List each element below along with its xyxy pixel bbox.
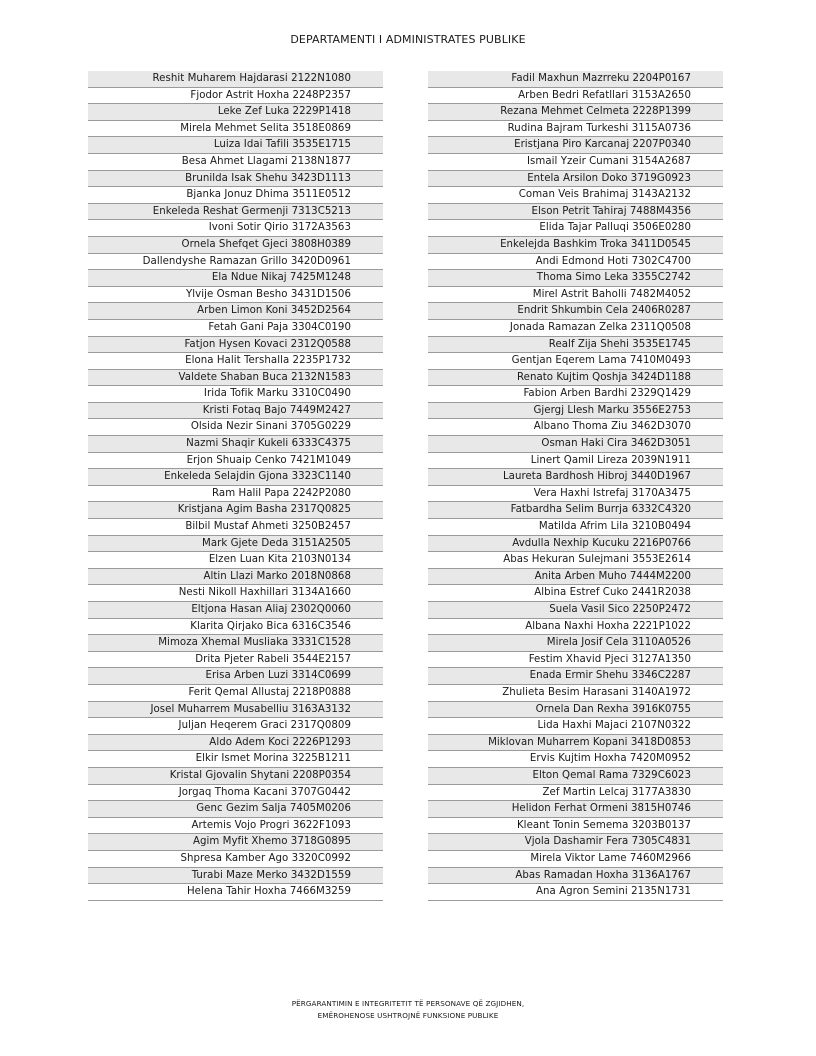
name-row: Miklovan Muharrem Kopani 3418D0853 [428,735,723,752]
name-row: Juljan Heqerem Graci 2317Q0809 [88,718,383,735]
name-row: Abas Hekuran Sulejmani 3553E2614 [428,552,723,569]
name-row: Albano Thoma Ziu 3462D3070 [428,419,723,436]
name-row: Festim Xhavid Pjeci 3127A1350 [428,652,723,669]
name-row: Albina Estref Cuko 2441R2038 [428,585,723,602]
name-row: Kristi Fotaq Bajo 7449M2427 [88,403,383,420]
name-row: Ram Halil Papa 2242P2080 [88,486,383,503]
name-row: Dallendyshe Ramazan Grillo 3420D0961 [88,254,383,271]
page-title: DEPARTAMENTI I ADMINISTRATES PUBLIKE [290,33,526,46]
name-row: Matilda Afrim Lila 3210B0494 [428,519,723,536]
name-row: Kristjana Agim Basha 2317Q0825 [88,502,383,519]
name-row: Jorgaq Thoma Kacani 3707G0442 [88,785,383,802]
name-row: Thoma Simo Leka 3355C2742 [428,270,723,287]
name-row: Albana Naxhi Hoxha 2221P1022 [428,619,723,636]
name-row: Vera Haxhi Istrefaj 3170A3475 [428,486,723,503]
name-row: Arben Limon Koni 3452D2564 [88,303,383,320]
name-row: Gjergj Llesh Marku 3556E2753 [428,403,723,420]
name-row: Avdulla Nexhip Kucuku 2216P0766 [428,536,723,553]
name-row: Mark Gjete Deda 3151A2505 [88,536,383,553]
name-row: Mirel Astrit Baholli 7482M4052 [428,287,723,304]
name-row: Lida Haxhi Majaci 2107N0322 [428,718,723,735]
name-row: Mimoza Xhemal Musliaka 3331C1528 [88,635,383,652]
name-row: Arben Bedri Refatllari 3153A2650 [428,88,723,105]
name-row: Zhulieta Besim Harasani 3140A1972 [428,685,723,702]
name-row: Elkir Ismet Morina 3225B1211 [88,751,383,768]
name-row: Laureta Bardhosh Hibroj 3440D1967 [428,469,723,486]
name-row: Rezana Mehmet Celmeta 2228P1399 [428,104,723,121]
name-row: Eristjana Piro Karcanaj 2207P0340 [428,137,723,154]
name-row: Erjon Shuaip Cenko 7421M1049 [88,453,383,470]
name-row: Nesti Nikoll Haxhillari 3134A1660 [88,585,383,602]
name-row: Irida Tofik Marku 3310C0490 [88,386,383,403]
name-row: Mirela Mehmet Selita 3518E0869 [88,121,383,138]
name-row: Reshit Muharem Hajdarasi 2122N1080 [88,71,383,88]
name-row: Aldo Adem Koci 2226P1293 [88,735,383,752]
name-row: Josel Muharrem Musabelliu 3163A3132 [88,702,383,719]
name-row: Vjola Dashamir Fera 7305C4831 [428,834,723,851]
name-row: Ismail Yzeir Cumani 3154A2687 [428,154,723,171]
name-row: Ivoni Sotir Qirio 3172A3563 [88,220,383,237]
name-row: Klarita Qirjako Bica 6316C3546 [88,619,383,636]
name-row: Turabi Maze Merko 3432D1559 [88,868,383,885]
footer-line-2: EMËROHENOSE USHTROJNË FUNKSIONE PUBLIKE [317,1011,499,1020]
name-row: Artemis Vojo Progri 3622F1093 [88,818,383,835]
name-row: Luiza Idai Tafili 3535E1715 [88,137,383,154]
name-row: Coman Veis Brahimaj 3143A2132 [428,187,723,204]
name-row: Fatjon Hysen Kovaci 2312Q0588 [88,337,383,354]
name-row: Endrit Shkumbin Cela 2406R0287 [428,303,723,320]
name-row: Ela Ndue Nikaj 7425M1248 [88,270,383,287]
name-row: Erisa Arben Luzi 3314C0699 [88,668,383,685]
name-row: Fabion Arben Bardhi 2329Q1429 [428,386,723,403]
name-row: Ornela Shefqet Gjeci 3808H0389 [88,237,383,254]
name-row: Bjanka Jonuz Dhima 3511E0512 [88,187,383,204]
name-row: Enkeleda Reshat Germenji 7313C5213 [88,204,383,221]
name-row: Realf Zija Shehi 3535E1745 [428,337,723,354]
name-row: Elzen Luan Kita 2103N0134 [88,552,383,569]
name-row: Elona Halit Tershalla 2235P1732 [88,353,383,370]
name-row: Anita Arben Muho 7444M2200 [428,569,723,586]
name-row: Fjodor Astrit Hoxha 2248P2357 [88,88,383,105]
name-row: Helena Tahir Hoxha 7466M3259 [88,884,383,901]
name-row: Valdete Shaban Buca 2132N1583 [88,370,383,387]
right-name-column [428,71,723,901]
name-row: Enada Ermir Shehu 3346C2287 [428,668,723,685]
name-row: Ornela Dan Rexha 3916K0755 [428,702,723,719]
name-row: Altin Llazi Marko 2018N0868 [88,569,383,586]
name-row: Kristal Gjovalin Shytani 2208P0354 [88,768,383,785]
name-row: Elida Tajar Palluqi 3506E0280 [428,220,723,237]
name-row: Enkelejda Bashkim Troka 3411D0545 [428,237,723,254]
name-row: Ana Agron Semini 2135N1731 [428,884,723,901]
name-row: Elson Petrit Tahiraj 7488M4356 [428,204,723,221]
footer-line-1: PËRGARANTIMIN E INTEGRITETIT TË PERSONAVE QË ZGJIDHEN, [291,999,525,1008]
name-row: Linert Qamil Lireza 2039N1911 [428,453,723,470]
name-row: Helidon Ferhat Ormeni 3815H0746 [428,801,723,818]
name-row: Olsida Nezir Sinani 3705G0229 [88,419,383,436]
name-row: Osman Haki Cira 3462D3051 [428,436,723,453]
name-row: Eltjona Hasan Aliaj 2302Q0060 [88,602,383,619]
name-row: Besa Ahmet Llagami 2138N1877 [88,154,383,171]
name-row: Kleant Tonin Semema 3203B0137 [428,818,723,835]
name-row: Genc Gezim Salja 7405M0206 [88,801,383,818]
name-row: Mirela Viktor Lame 7460M2966 [428,851,723,868]
name-row: Ervis Kujtim Hoxha 7420M0952 [428,751,723,768]
name-row: Fadil Maxhun Mazrreku 2204P0167 [428,71,723,88]
name-row: Entela Arsilon Doko 3719G0923 [428,171,723,188]
name-row: Rudina Bajram Turkeshi 3115A0736 [428,121,723,138]
name-row: Fatbardha Selim Burrja 6332C4320 [428,502,723,519]
name-row: Drita Pjeter Rabeli 3544E2157 [88,652,383,669]
name-row: Abas Ramadan Hoxha 3136A1767 [428,868,723,885]
name-row: Leke Zef Luka 2229P1418 [88,104,383,121]
name-row: Jonada Ramazan Zelka 2311Q0508 [428,320,723,337]
name-row: Ylvije Osman Besho 3431D1506 [88,287,383,304]
name-row: Enkeleda Selajdin Gjona 3323C1140 [88,469,383,486]
name-row: Elton Qemal Rama 7329C6023 [428,768,723,785]
name-row: Bilbil Mustaf Ahmeti 3250B2457 [88,519,383,536]
name-row: Suela Vasil Sico 2250P2472 [428,602,723,619]
name-row: Agim Myfit Xhemo 3718G0895 [88,834,383,851]
name-row: Nazmi Shaqir Kukeli 6333C4375 [88,436,383,453]
name-row: Ferit Qemal Allustaj 2218P0888 [88,685,383,702]
name-row: Shpresa Kamber Ago 3320C0992 [88,851,383,868]
name-row: Andi Edmond Hoti 7302C4700 [428,254,723,271]
name-row: Zef Martin Lelcaj 3177A3830 [428,785,723,802]
name-row: Mirela Josif Cela 3110A0526 [428,635,723,652]
name-row: Renato Kujtim Qoshja 3424D1188 [428,370,723,387]
name-row: Gentjan Eqerem Lama 7410M0493 [428,353,723,370]
page-footer [0,998,816,1022]
left-name-column [88,71,383,901]
name-row: Fetah Gani Paja 3304C0190 [88,320,383,337]
name-row: Brunilda Isak Shehu 3423D1113 [88,171,383,188]
